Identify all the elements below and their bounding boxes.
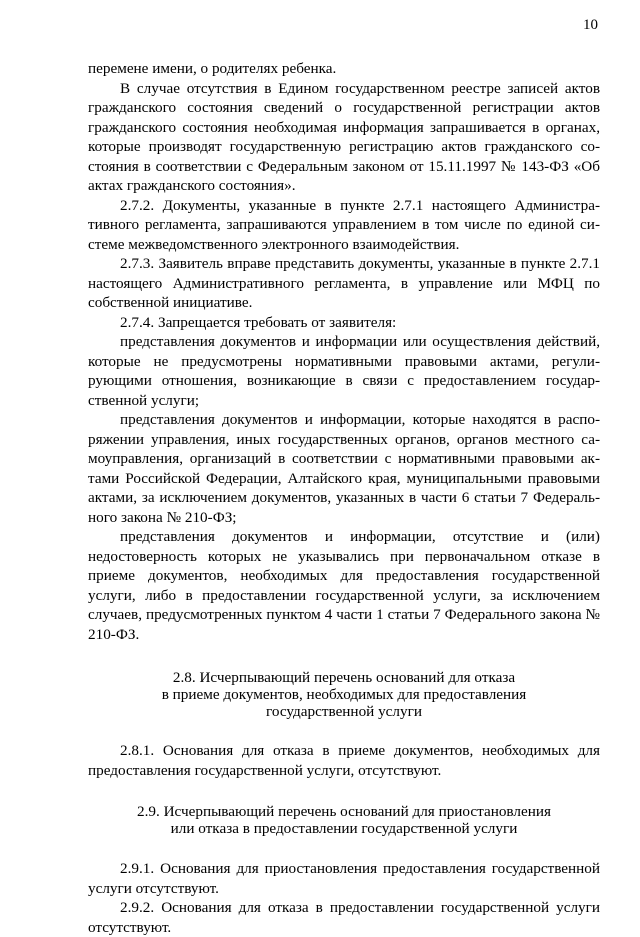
heading-line: государственной услуги: [266, 703, 422, 720]
heading-line: или отказа в предоставлении государственной услуги: [170, 820, 518, 837]
section-heading-2-9: [88, 803, 600, 837]
paragraph-2-7-4: 2.7.4. Запрещается требовать от заявителя:: [120, 313, 397, 331]
section-heading-2-8: [88, 669, 600, 720]
paragraph-2-7-2: 2.7.2. Документы, указанные в пункте 2.7.1 настоящего Административного регламента, запрашиваются управлением в том числе по единой системе межведомственного электронного взаимодействия.: [88, 196, 600, 253]
paragraph-2-8-1: 2.8.1. Основания для отказа в приеме документов, необходимых для предоставления государственной услуги, отсутствуют.: [88, 742, 600, 779]
paragraph-civil-registry: В случае отсутствия в Едином государственном реестре записей актов гражданского состояния сведений о государственной регистрации актов гражданского состояния необходимая информация запрашивается в органах, которые производят государственную регистрацию актов гражданского состояния в соответствии с Федеральным законом от 15.11.1997 № 143-ФЗ «Об актах гражданского состояния».: [88, 79, 600, 194]
list-item-missing-documents: представления документов и информации, отсутствие и (или) недостоверность которых не указывались при первоначальном отказе в приеме документов, необходимых для предоставления государственной услуги, либо в предоставлении государственной услуги, за исключением случаев, предусмотренных пунктом 4 части 1 статьи 7 Федерального закона № 210-ФЗ.: [88, 528, 600, 643]
list-item-documents-held: представления документов и информации, которые находятся в распоряжении управления, иных государственных органов, органов местного самоуправления, организаций в соответствии с нормативными правовыми актами Российской Федерации, Алтайского края, муниципальными правовыми актами, за исключением документов, указанных в части 6 статьи 7 Федерального закона № 210-ФЗ;: [88, 411, 600, 526]
paragraph-2-9-1: 2.9.1. Основания для приостановления предоставления государственной услуги отсутствуют.: [88, 860, 600, 897]
paragraph-2-7-3: 2.7.3. Заявитель вправе представить документы, указанные в пункте 2.7.1 настоящего Административного регламента, в управление или МФЦ по собственной инициативе.: [88, 255, 600, 311]
paragraph-continuation: перемене имени, о родителях ребенка.: [88, 60, 337, 77]
list-item-actions: представления документов и информации или осуществления действий, которые не предусмотрены нормативными правовыми актами, регулирующими отношения, возникающие в связи с предоставлением государственной услуги;: [88, 333, 600, 409]
heading-line: 2.8. Исчерпывающий перечень оснований для отказа: [172, 669, 516, 686]
paragraph-2-9-2: 2.9.2. Основания для отказа в предоставлении государственной услуги отсутствуют.: [88, 899, 600, 936]
heading-line: 2.9. Исчерпывающий перечень оснований для приостановления: [137, 803, 551, 820]
heading-line: в приеме документов, необходимых для предоставления: [161, 686, 527, 703]
page-number: 10: [583, 17, 598, 33]
document-body: [88, 59, 600, 937]
